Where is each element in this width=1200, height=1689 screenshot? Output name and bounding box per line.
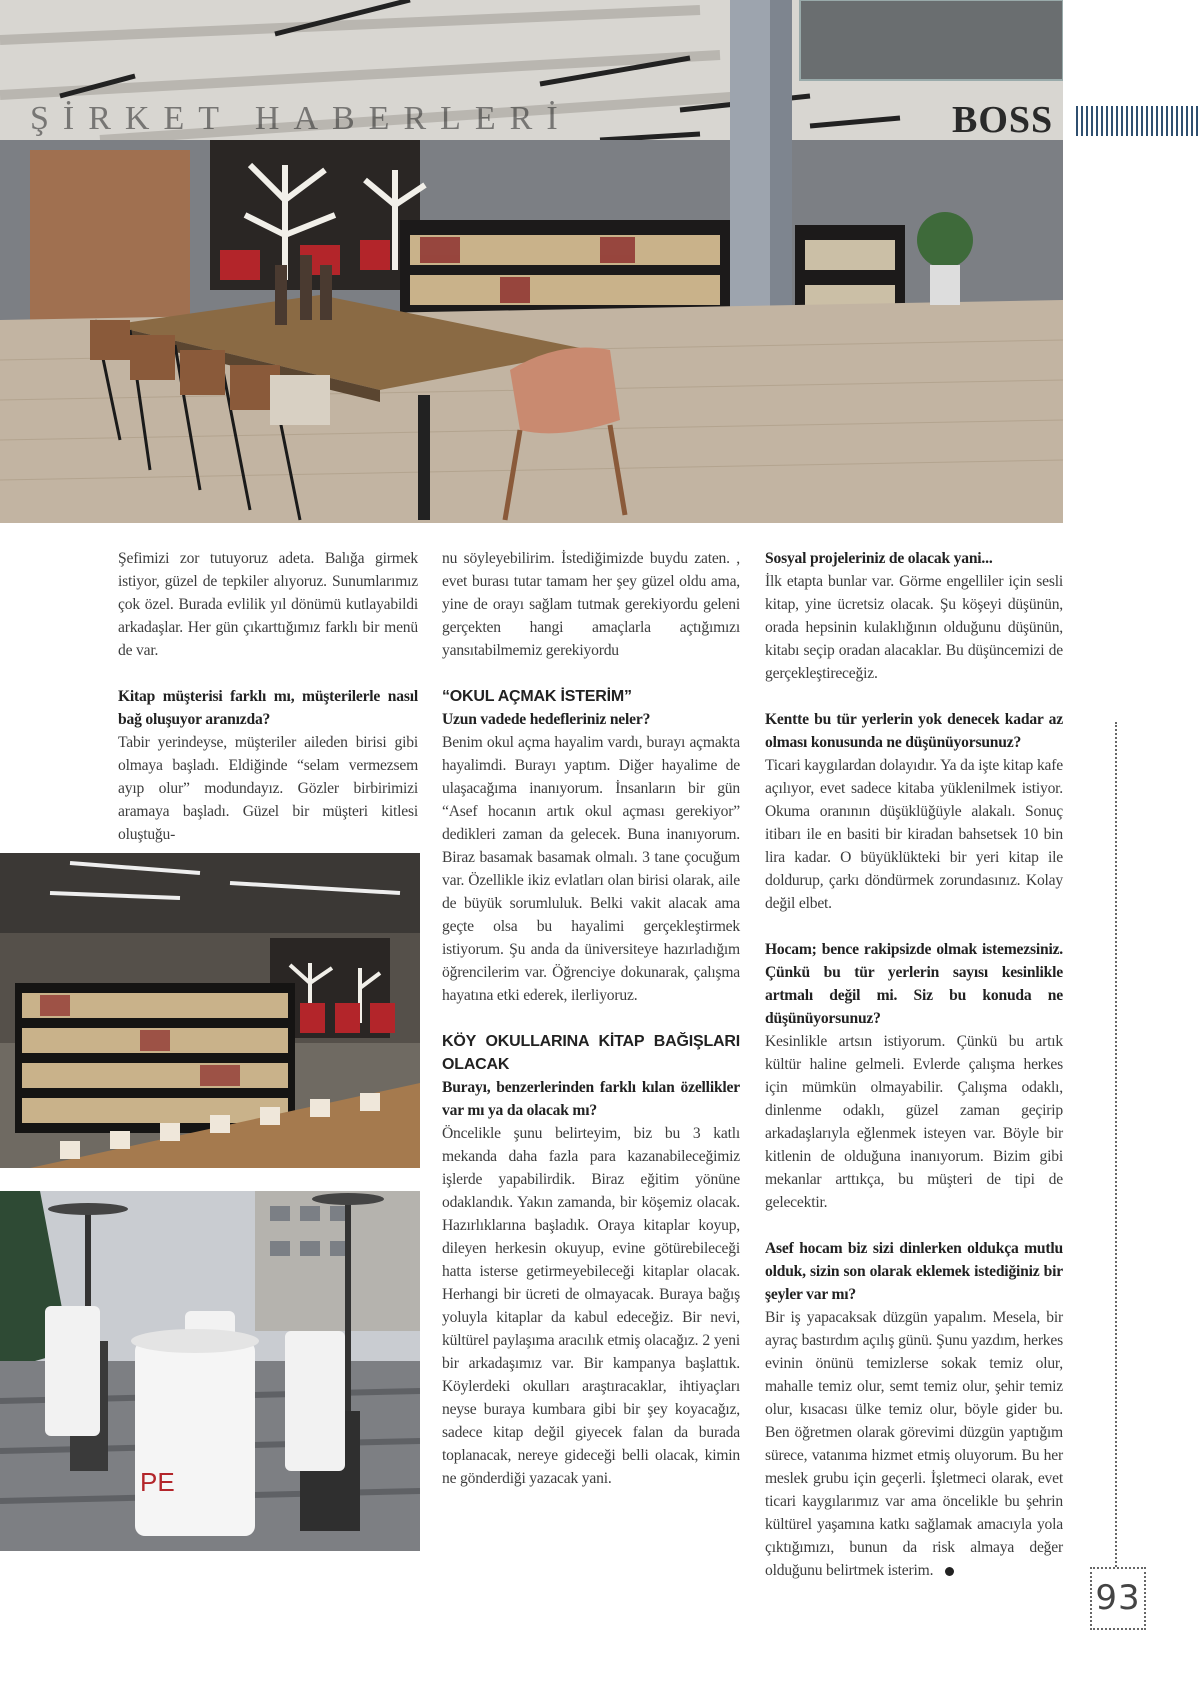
- paragraph: Şefimizi zor tutuyoruz adeta. Balığa girmek istiyor, güzel de tepkiler alıyoruz. Sunumlarımız çok özel. Burada evlilik yıl dönümü kutlayabildi arkadaşlar. Her gün çıkarttığımız farklı bir menü de var.: [118, 550, 418, 659]
- question: Sosyal projeleriniz de olacak yani...: [765, 550, 993, 567]
- subheading: “OKUL AÇMAK İSTERİM”: [442, 688, 632, 705]
- text-column-3: [765, 547, 1063, 1582]
- bookshelves-photo: [0, 853, 420, 1168]
- question: Burayı, benzerlerinden farklı kılan özellikler var mı ya da olacak mı?: [442, 1079, 740, 1119]
- text-column-1: [118, 547, 418, 846]
- paragraph: Ticari kaygılardan dolayıdır. Ya da işte kitap kafe açılıyor, evet sadece kitaba yüklenilmek istiyor. Okuma oranının düşüklüğüyle alakalı. Sonuç itibarı ile en basiti bir kiradan bahsetsek 10 bin lira kadar. O büyüklükteki bir yeri kitap ile doldurup, çarkı döndürmek zorundasınız. Kolay değil elbet.: [765, 757, 1063, 912]
- bookshelves-illustration: [0, 853, 420, 1168]
- question: Hocam; bence rakipsizde olmak istemezsiniz. Çünkü bu tür yerlerin sayısı kesinlikle artmalı değil mi. Siz bu konuda ne düşünüyorsunuz?: [765, 941, 1063, 1027]
- hero-photo: [0, 0, 1063, 523]
- paragraph: Tabir yerindeyse, müşteriler aileden birisi gibi olmaya başladı. Eldiğinde “selam vermezsem ayıp olur” modundayız. Gözler birbirimizi aramaya başladı. Güzel bir müşteri kitlesi oluştuğu-: [118, 734, 418, 843]
- section-label: ŞİRKET HABERLERİ: [30, 100, 572, 137]
- outdoor-tables-illustration: [0, 1191, 420, 1551]
- question: Uzun vadede hedefleriniz neler?: [442, 711, 651, 728]
- text-column-2: [442, 547, 740, 1490]
- paragraph-text: Bir iş yapacaksak düzgün yapalım. Mesela, bir ayraç bastırdım açılış günü. Şunu yazdım, herkes evinin önünü temizlerse sokak temiz olur, mahalle temiz olur, semt temiz olur, şehir temiz olur, kısacası ülke temiz olur, böyle gider bu. Ben öğretmen olarak görevimi düzgün yaptığım sürece, vatanıma hizmet etmiş oluyorum. Bu her meslek grubu için geçerli. İşletmeci olarak, evet ticari kaygılarımız var ama öncelikle bu şehrin kültürel yaşamına katkı sağlamak amacıyla yola çıktığımızı, bunun da risk almaya değer olduğunu belirtmek isterim.: [765, 1309, 1063, 1579]
- question: Asef hocam biz sizi dinlerken oldukça mutlu olduk, sizin son olarak eklemek istediğiniz bir şeyler var mı?: [765, 1240, 1063, 1303]
- paragraph: Öncelikle şunu belirteyim, biz bu 3 katlı mekanda daha fazla para kazanabileceğimiz işlerde yapabilirdik. Biraz eğitim yönüne odaklandık. Yakın zamanda, bir köşemiz olacak. Hazırlıklarına başladık. Oraya kitaplar koyup, dileyen herkesin okuyup, evine götürebileceği hatta isterse getirmeyebileceği kitaplar olacak. Herhangi bir ücreti de olmayacak. Buraya bağış yoluyla kitaplar da kabul edeceğiz. Bir nevi, kültürel paylaşıma aracılık etmiş olacağız. 2 yeni bir arkadaşımız var. Bir kampanya başlattık. Köylerdeki okulları araştıracaklar, ihtiyaçları neyse buraya kumbara gibi bir şey koyacağız, sadece kitap değil giyecek falan da burada toplanacak, nereye gideceği belli olacak, kimin ne gönderdiği yazacak yani.: [442, 1125, 740, 1487]
- brand-logo: BOSS: [952, 99, 1054, 141]
- question: Kentte bu tür yerlerin yok denecek kadar az olması konusunda ne düşünüyorsunuz?: [765, 711, 1063, 751]
- bookstore-interior-illustration: [0, 0, 1063, 523]
- dotted-line-decoration: [1115, 722, 1117, 1567]
- subheading: KÖY OKULLARINA KİTAP BAĞIŞLARI OLACAK: [442, 1033, 740, 1073]
- page-number: 93: [1095, 1578, 1141, 1618]
- paragraph: nu söyleyebilirim. İstediğimizde buydu zaten. , evet burası tutar tamam her şey güzel oldu ama, yine de orayı sağlam tutmak gerekiyordu geleni gerçekten hangi amaçlarla açtığımızı yansıtabilmemiz gerekiyordu: [442, 550, 740, 659]
- svg-text:PE: PE: [140, 1467, 175, 1497]
- paragraph: [765, 1306, 1063, 1582]
- paragraph: Benim okul açma hayalim vardı, burayı açmakta hayalimdi. Burayı yaptım. Diğer hayalime de ulaşacağıma inanıyorum. İnsanların bir gün “Asef hocanın artık okul açması gerekiyor” dedikleri zaman da gelecek. Buna inanıyorum. Biraz basamak basamak olmalı. 3 tane çocuğum var. Özellikle ikiz evlatları olan birisi olarak, aile de büyük sorumluluk. Belki vakit alacak ama geçte olsa bu hayalimi gerçekleştirmek istiyorum. Şu anda da üniversiteye hazırladığım öğrencilerim var. Öğrenciye dokunarak, çalışma hayatına etki ederek, ilerliyoruz.: [442, 734, 740, 1004]
- paragraph: İlk etapta bunlar var. Görme engelliler için sesli kitap, yine ücretsiz olacak. Şu köşeyi düşünün, orada hepsinin kulaklığının olduğunu düşünün, kitabı seçip oradan alacaklar. Bu düşüncemizi de gerçekleştireceğiz.: [765, 573, 1063, 682]
- paragraph: Kesinlikle artsın istiyorum. Çünkü bu artık kültür haline gelmeli. Evlerde çalışma herkes için mümkün olmayabilir. Çalışma odaklı, dinlenme odaklı, güzel zaman geçirip arkadaşlarıyla eğlenmek isteyen var. Böyle bir kitlenin de olduğuna inanıyorum. Bizim gibi mekanlar arttıkça, bu müşteri de tipi de gelecektir.: [765, 1033, 1063, 1211]
- end-mark-icon: [945, 1567, 954, 1576]
- brand-stripes-decoration: [1076, 106, 1200, 136]
- question: Kitap müşterisi farklı mı, müşterilerle nasıl bağ oluşuyor aranızda?: [118, 688, 418, 728]
- outdoor-tables-photo: [0, 1191, 420, 1551]
